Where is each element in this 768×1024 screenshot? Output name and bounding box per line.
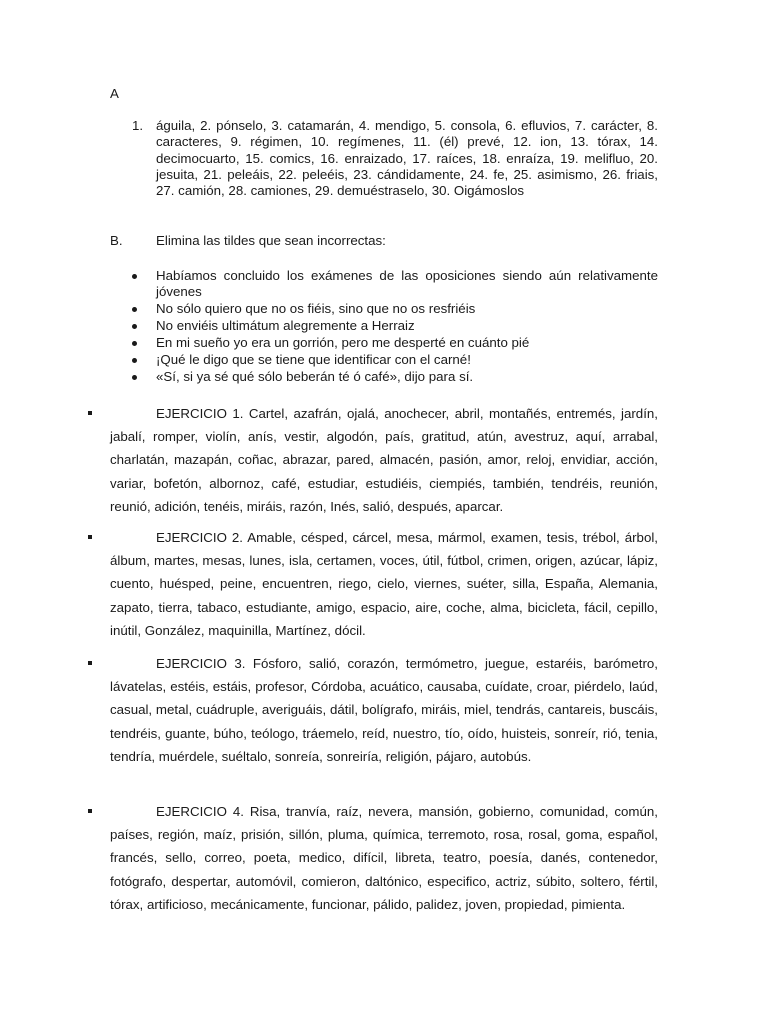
list-item [156, 369, 658, 385]
exercise-text: EJERCICIO 4. Risa, tranvía, raíz, nevera, mansión, gobierno, comunidad, común, países, región, maíz, prisión, sillón, pluma, química, terremoto, rosa, rosal, goma, español, francés, sello, correo, poeta, medico, difícil, libreta, teatro, poesía, danés, contenedor, fotógrafo, despertar, automóvil, comieron, daltónico, especifico, actriz, súbito, soltero, fértil, tórax, artificioso, mecánicamente, funcionar, pálido, palidez, joven, propiedad, pimienta. [110, 804, 658, 912]
list-item [156, 335, 658, 351]
list-item [156, 318, 658, 334]
exercise-3 [110, 652, 658, 768]
bullet-icon [132, 341, 137, 346]
section-a-list-item [132, 118, 658, 199]
sentence-text: No sólo quiero que no os fiéis, sino que no os resfriéis [156, 301, 476, 317]
exercise-text: EJERCICIO 1. Cartel, azafrán, ojalá, anochecer, abril, montañés, entremés, jardín, jabalí, romper, violín, anís, vestir, algodón, país, gratitud, atún, avestruz, aquí, arrabal, charlatán, mazapán, coñac, abrazar, pared, almacén, pasión, amor, reloj, envidiar, acción, variar, bofetón, albornoz, café, estudiar, estudiéis, ciempiés, también, tendréis, reunión, reunió, adición, tenéis, miráis, razón, Inés, salió, después, aparcar. [110, 406, 658, 514]
square-bullet-icon [88, 411, 92, 415]
sentence-text: En mi sueño yo era un gorrión, pero me desperté en cuánto pié [156, 334, 530, 350]
section-a-heading: A [110, 86, 119, 101]
exercise-4 [110, 800, 658, 916]
list-item [156, 301, 658, 317]
list-item [156, 268, 658, 301]
bullet-icon [132, 324, 137, 329]
bullet-icon [132, 375, 137, 380]
sentence-text: Habíamos concluido los exámenes de las oposiciones siendo aún relativamente jóvenes [156, 268, 658, 300]
exercise-2 [110, 526, 658, 642]
section-b-letter: B. [110, 233, 123, 248]
bullet-icon [132, 358, 137, 363]
list-number: 1. [132, 118, 144, 133]
section-a-word-list: águila, 2. pónselo, 3. catamarán, 4. mendigo, 5. consola, 6. efluvios, 7. carácter, 8. caracteres, 9. régimen, 10. regímenes, 11. (él) prevé, 12. ion, 13. tórax, 14. decimocuarto, 15. comics, 16. enraizado, 17. raíces, 18. enraíza, 19. melifluo, 20. jesuita, 21. peleáis, 22. peleéis, 23. cándidamente, 24. fe, 25. asimismo, 26. friais, 27. camión, 28. camiones, 29. demuéstraselo, 30. Oigámoslos [156, 118, 658, 199]
bullet-icon [132, 307, 137, 312]
sentence-text: No enviéis ultimátum alegremente a Herraiz [156, 318, 415, 334]
bullet-icon [132, 274, 137, 279]
section-b-sentence-list [156, 268, 658, 386]
sentence-text: ¡Qué le digo que se tiene que identificar con el carné! [156, 351, 471, 367]
square-bullet-icon [88, 809, 92, 813]
sentence-text: «Sí, si ya sé qué sólo beberán té ó café», dijo para sí. [156, 368, 474, 384]
square-bullet-icon [88, 535, 92, 539]
exercise-1 [110, 402, 658, 518]
list-item [156, 352, 658, 368]
square-bullet-icon [88, 661, 92, 665]
exercise-text: EJERCICIO 3. Fósforo, salió, corazón, termómetro, juegue, estaréis, barómetro, lávatelas, estéis, estáis, profesor, Córdoba, acuático, causaba, cuídate, croar, piérdelo, laúd, casual, metal, cuádruple, averiguáis, dátil, bolígrafo, miráis, miel, tendrás, cantareis, buscáis, tendréis, guante, búho, teólogo, tráemelo, reíd, nuestro, tío, oído, huisteis, sonreír, rió, tenia, tendría, muérdele, suéltalo, sonreía, sonreiría, religión, pájaro, autobús. [110, 656, 658, 764]
section-b-instruction: Elimina las tildes que sean incorrectas: [156, 233, 386, 248]
exercise-text: EJERCICIO 2. Amable, césped, cárcel, mesa, mármol, examen, tesis, trébol, árbol, álbum, martes, mesas, lunes, isla, certamen, voces, útil, fútbol, crimen, origen, azúcar, lápiz, cuento, huésped, peine, encuentren, riego, cielo, viernes, suéter, silla, España, Alemania, zapato, tierra, tabaco, estudiante, amigo, espacio, aire, coche, alma, bicicleta, fácil, cepillo, inútil, González, maquinilla, Martínez, dócil. [110, 530, 658, 638]
